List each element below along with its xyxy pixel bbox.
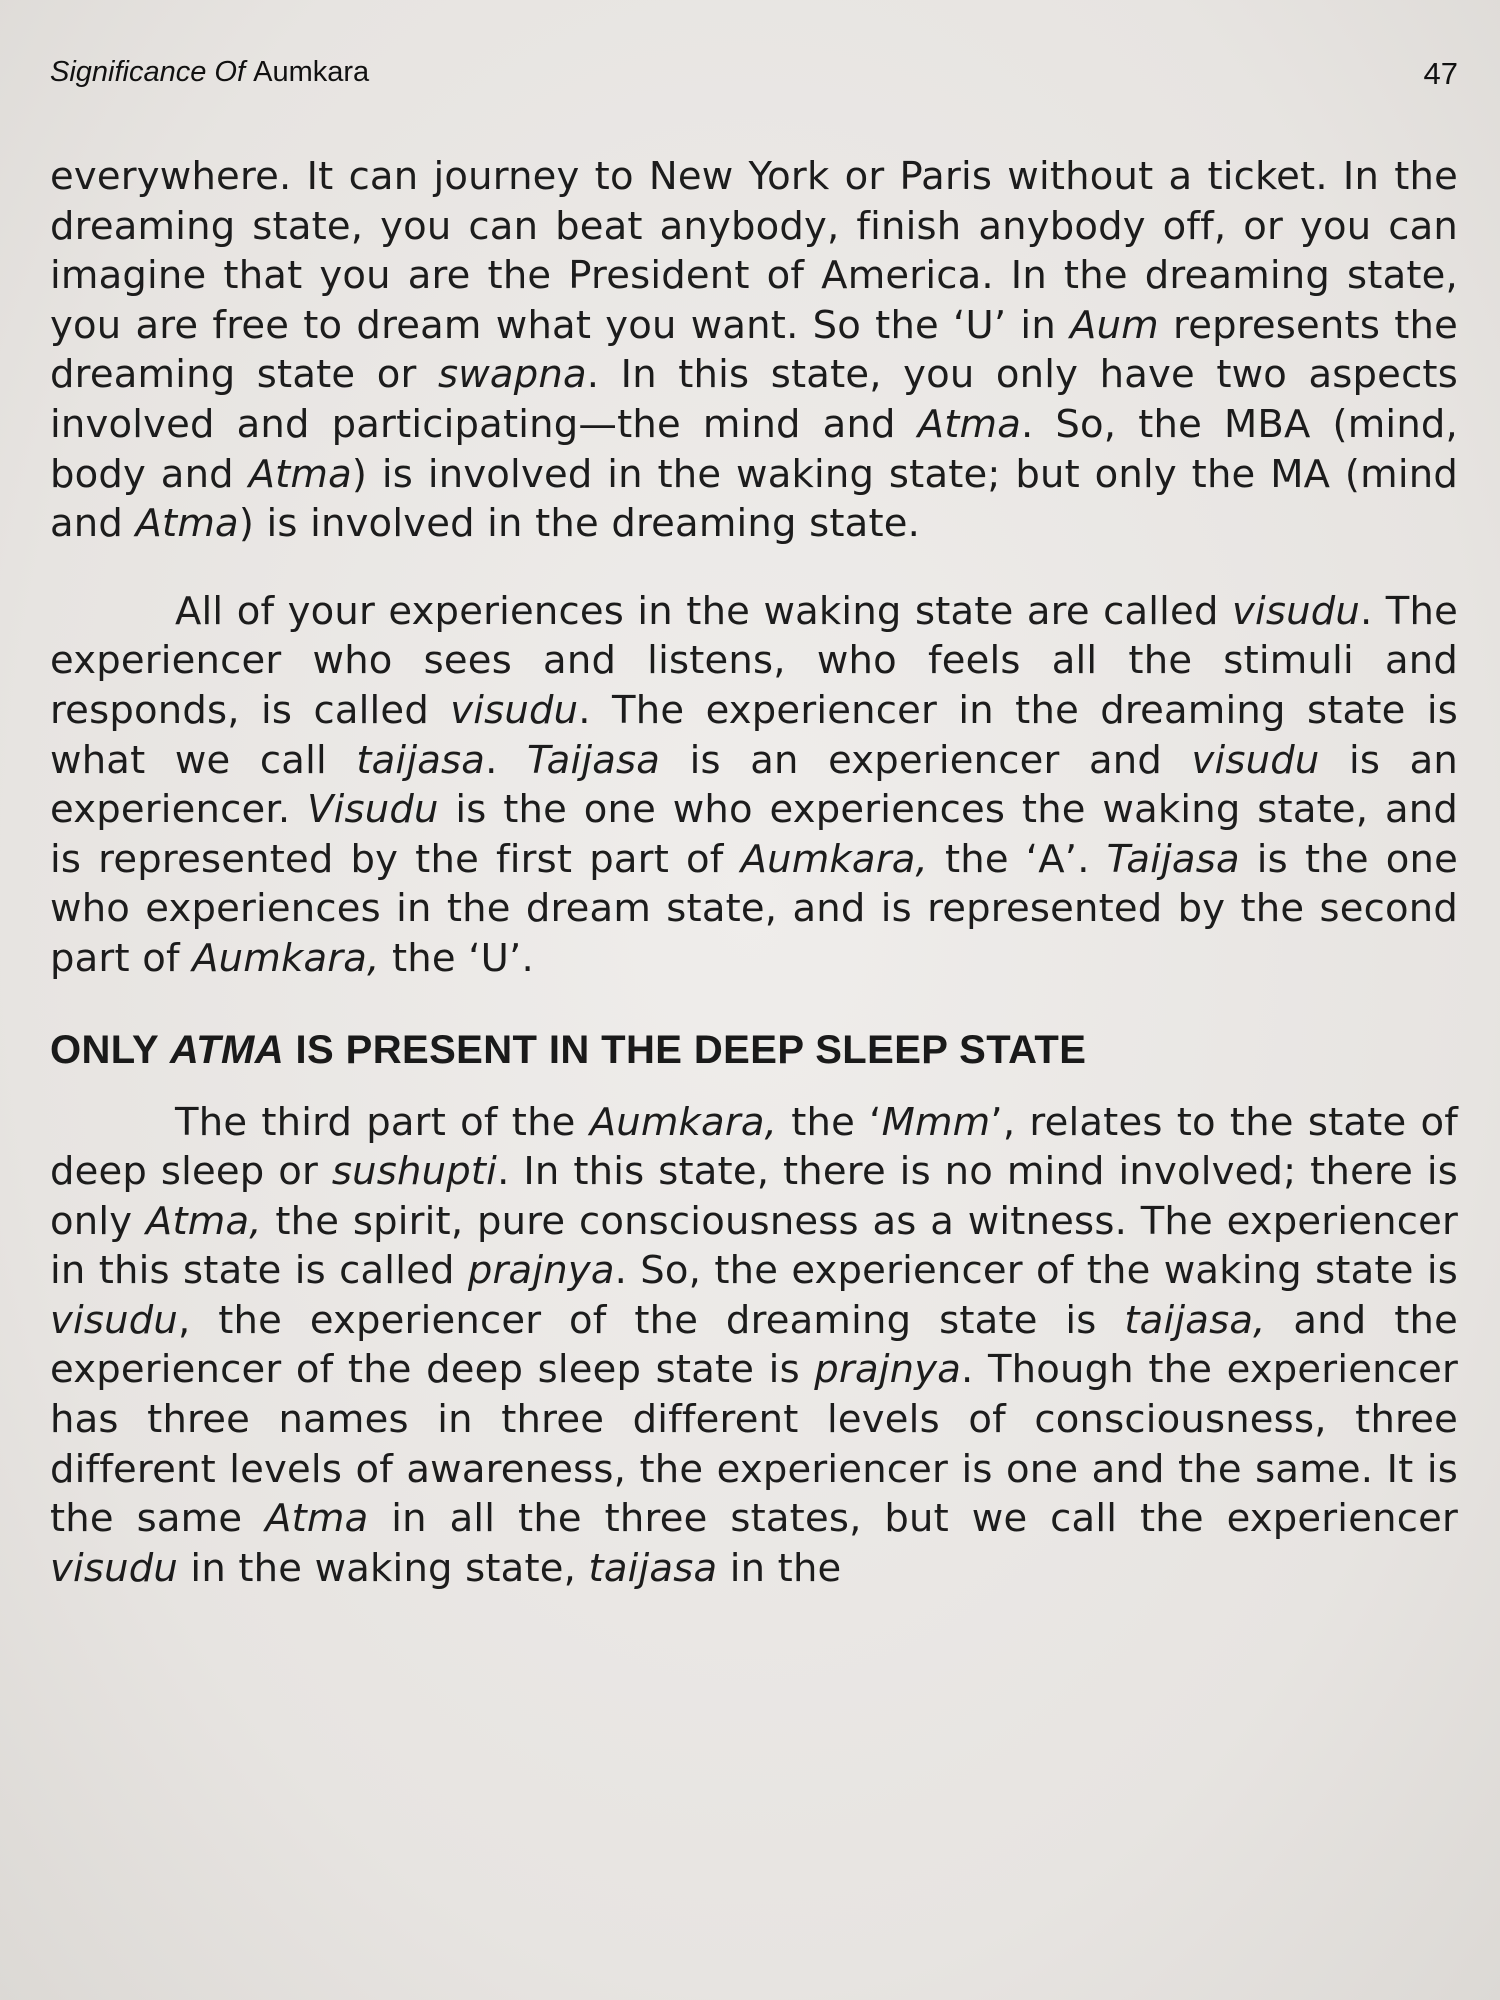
text-run: the ‘ — [777, 1099, 882, 1145]
italic-term: taijasa, — [1124, 1297, 1266, 1343]
text-run: is the one who experiences the waking state, and is represented by the first part of — [50, 787, 1458, 882]
text-run: ) is involved in the waking state; but only the MA (mind and — [50, 451, 1458, 547]
text-run: ’, relates to the state of deep sleep or — [50, 1099, 1458, 1195]
italic-term: sushupti — [331, 1149, 498, 1195]
text-run: , the experiencer of the dreaming state is — [177, 1297, 1125, 1343]
text-run: The third part of the — [175, 1099, 590, 1145]
italic-term: Aum — [1070, 302, 1159, 348]
text-run: . The experiencer who sees and listens, who feels all the stimuli and responds, is called — [50, 588, 1458, 733]
italic-term: swapna — [437, 352, 587, 398]
italic-term: Atma — [917, 401, 1021, 447]
italic-term: Mmm — [881, 1099, 991, 1145]
text-run: is an experiencer. — [50, 737, 1458, 833]
text-run: . The experiencer in the dreaming state is what we call — [50, 687, 1458, 783]
text-run: All of your experiences in the waking state are called — [175, 588, 1232, 634]
running-title-part: Aumkara — [253, 56, 370, 88]
text-run: the ‘U’. — [379, 935, 534, 981]
text-run: the spirit, pure consciousness as a witness. The experiencer in this state is called — [50, 1198, 1458, 1294]
text-run: and the experiencer of the deep sleep state is — [50, 1297, 1458, 1393]
heading-part: IS PRESENT IN THE DEEP SLEEP STATE — [284, 1027, 1087, 1072]
italic-term: visudu — [1191, 737, 1320, 783]
text-run: ) is involved in the dreaming state. — [238, 501, 921, 547]
body-text — [50, 152, 1458, 1593]
text-run: . Though the experiencer has three names in three different levels of consciousness, three different levels of awareness, the experiencer is one and the same. It is the same — [50, 1347, 1458, 1542]
italic-term: Aumkara, — [192, 935, 380, 981]
italic-term: visudu — [450, 687, 579, 733]
paragraph — [50, 587, 1458, 984]
text-run: in the waking state, — [177, 1545, 589, 1591]
italic-term: prajnya — [467, 1248, 615, 1294]
heading-part: ATMA — [169, 1027, 285, 1072]
italic-term: visudu — [1231, 588, 1360, 634]
italic-term: Visudu — [307, 787, 439, 833]
running-header — [50, 56, 1458, 96]
running-title — [50, 56, 369, 89]
paragraph — [50, 1098, 1458, 1594]
text-run: in all the three states, but we call the experiencer — [368, 1496, 1458, 1542]
text-run: is an experiencer and — [660, 737, 1192, 783]
section-heading — [50, 1024, 1458, 1076]
paragraph — [50, 152, 1458, 549]
running-title-part: Significance Of — [50, 56, 254, 88]
italic-term: prajnya — [814, 1347, 962, 1393]
text-run: the ‘A’. — [927, 836, 1107, 882]
text-run: . In this state, you only have two aspects involved and participating—the mind and — [50, 352, 1458, 447]
italic-term: taijasa — [356, 737, 486, 783]
italic-term: Atma — [135, 501, 239, 547]
italic-term: visudu — [50, 1297, 178, 1343]
text-run: is the one who experiences in the dream state, and is represented by the second part of — [50, 836, 1459, 981]
italic-term: visudu — [50, 1545, 178, 1591]
italic-term: Atma — [265, 1496, 369, 1542]
italic-term: Aumkara, — [589, 1099, 778, 1145]
italic-term: Atma, — [145, 1198, 262, 1244]
italic-term: taijasa — [588, 1545, 718, 1591]
text-run: everywhere. It can journey to New York or Paris without a ticket. In the dreaming state, you can beat anybody, finish anybody off, or you can imagine that you are the President of America. In the dreaming state, you are free to dream what you want. So the ‘U’ in — [50, 154, 1458, 348]
page-number: 47 — [1423, 56, 1458, 91]
text-run: represents the dreaming state or — [50, 302, 1458, 398]
text-run: . — [485, 737, 527, 783]
heading-part: ONLY — [50, 1027, 170, 1072]
text-run: . So, the experiencer of the waking state is — [614, 1248, 1459, 1294]
text-run: . So, the MBA (mind, body and — [50, 401, 1458, 497]
italic-term: Taijasa — [1106, 836, 1240, 882]
text-run: in the — [717, 1545, 842, 1591]
italic-term: Atma — [248, 451, 352, 497]
text-run: . In this state, there is no mind involved; there is only — [50, 1149, 1459, 1244]
italic-term: Aumkara, — [740, 836, 928, 882]
italic-term: Taijasa — [527, 737, 661, 783]
